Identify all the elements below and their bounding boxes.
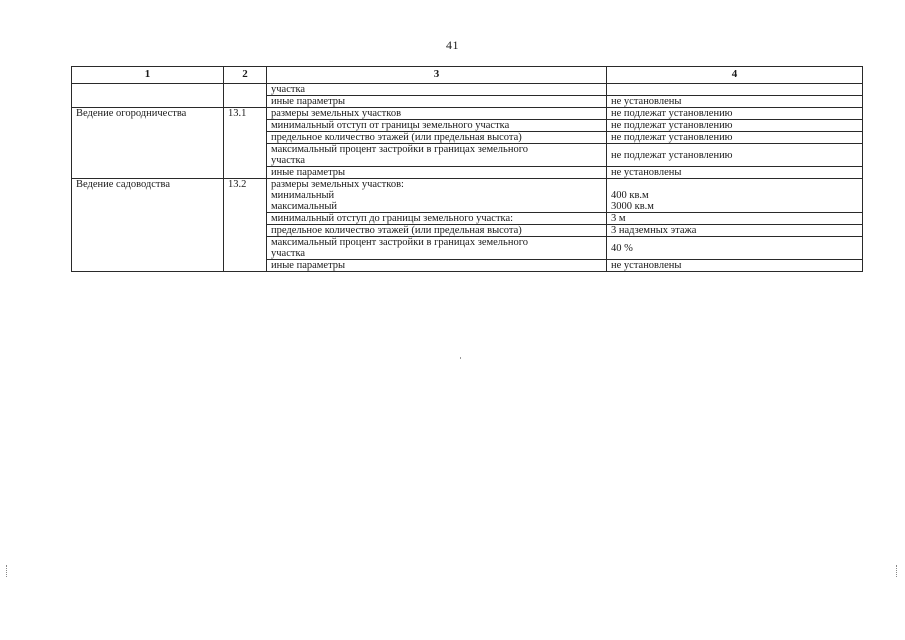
param-cell: иные параметры	[267, 167, 607, 179]
value-cell	[607, 84, 863, 96]
page-number: 41	[446, 38, 459, 52]
land-use-name: Ведение садоводства	[72, 179, 224, 272]
value-cell: не установлены	[607, 167, 863, 179]
param-line: максимальный	[271, 201, 337, 212]
continuation-name-cell	[72, 84, 224, 108]
scan-edge-mark	[896, 565, 898, 577]
scan-speck	[460, 357, 461, 359]
land-use-name: Ведение огородничества	[72, 108, 224, 179]
param-cell	[267, 179, 607, 213]
param-line: размеры земельных участков:	[271, 179, 404, 190]
header-cell-3: 3	[267, 67, 607, 84]
value-cell: не подлежат установлению	[607, 120, 863, 132]
header-cell-4: 4	[607, 67, 863, 84]
header-row	[72, 67, 863, 84]
value-cell: 3 надземных этажа	[607, 225, 863, 237]
value-line	[611, 179, 858, 190]
param-cell: минимальный отступ до границы земельного участка:	[267, 213, 607, 225]
value-cell	[607, 179, 863, 213]
param-cell: участка	[267, 84, 607, 96]
value-cell: не подлежат установлению	[607, 132, 863, 144]
header-cell-1: 1	[72, 67, 224, 84]
param-cell: размеры земельных участков	[267, 108, 607, 120]
param-cell: иные параметры	[267, 96, 607, 108]
param-line: участка	[271, 155, 306, 166]
param-line: минимальный	[271, 190, 335, 201]
value-cell: 3 м	[607, 213, 863, 225]
value-cell: 40 %	[607, 237, 863, 260]
param-cell: предельное количество этажей (или предельная высота)	[267, 225, 607, 237]
land-use-code: 13.2	[224, 179, 267, 272]
scan-edge-mark	[6, 565, 8, 577]
table-row	[72, 84, 863, 96]
zoning-parameters-table	[71, 66, 863, 272]
param-line: участка	[271, 248, 306, 259]
header-cell-2: 2	[224, 67, 267, 84]
value-cell: не установлены	[607, 96, 863, 108]
value-line: 3000 кв.м	[611, 201, 654, 212]
value-line: 400 кв.м	[611, 190, 649, 201]
land-use-code: 13.1	[224, 108, 267, 179]
continuation-code-cell	[224, 84, 267, 108]
param-cell: минимальный отступ от границы земельного участка	[267, 120, 607, 132]
param-cell	[267, 144, 607, 167]
table-row	[72, 179, 863, 213]
param-cell: иные параметры	[267, 260, 607, 272]
param-cell: предельное количество этажей (или предельная высота)	[267, 132, 607, 144]
value-cell: не подлежат установлению	[607, 144, 863, 167]
param-cell	[267, 237, 607, 260]
param-line: максимальный процент застройки в границах земельного	[271, 144, 529, 155]
value-cell: не подлежат установлению	[607, 108, 863, 120]
table-row	[72, 108, 863, 120]
value-cell: не установлены	[607, 260, 863, 272]
param-line: максимальный процент застройки в границах земельного	[271, 237, 529, 248]
